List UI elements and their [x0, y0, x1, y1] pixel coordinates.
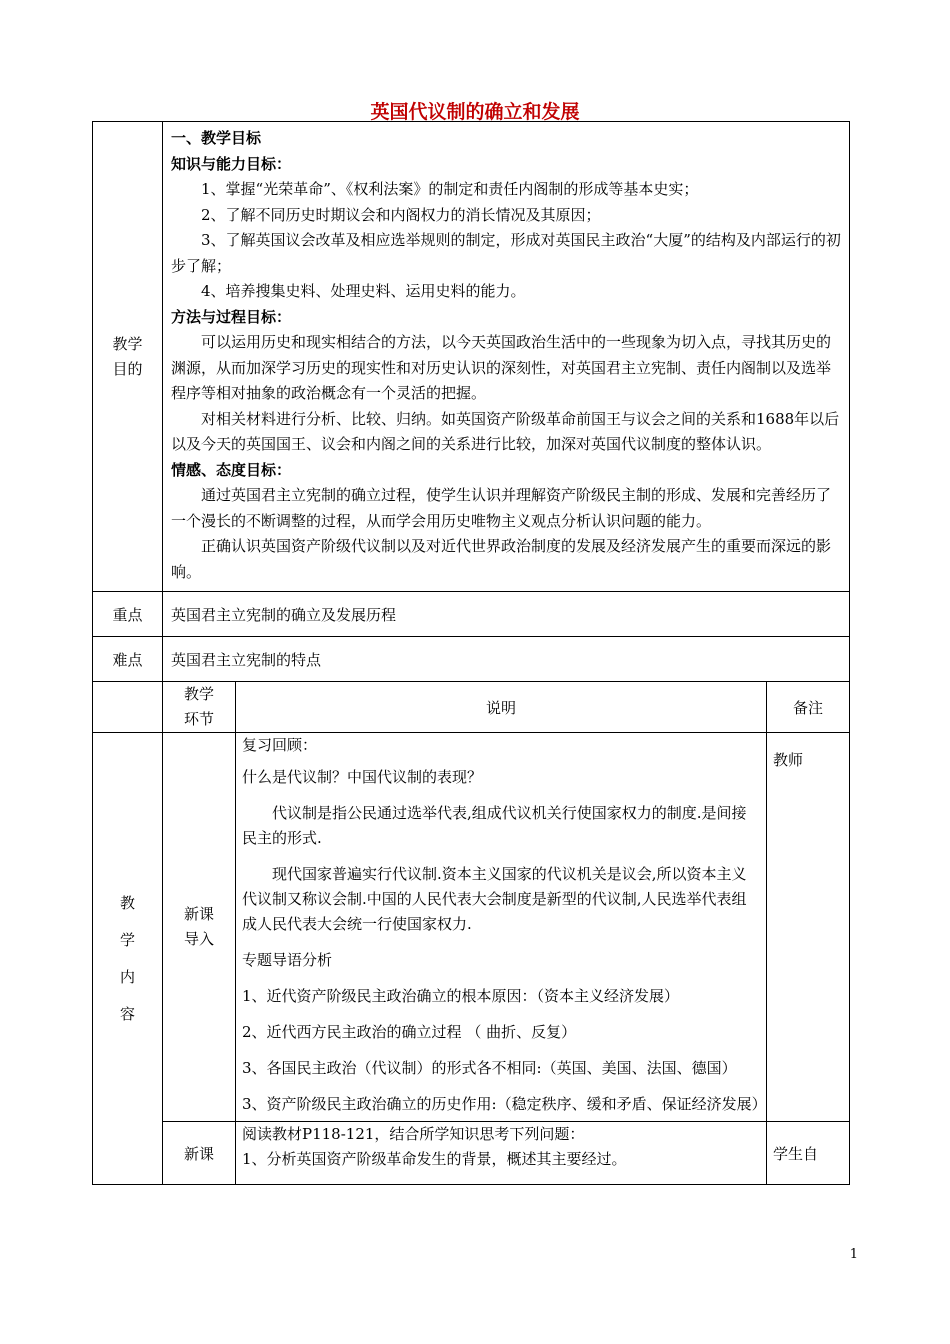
- key-point-label: 重点: [93, 592, 163, 637]
- objectives-heading: 一、教学目标: [171, 129, 262, 147]
- intro-paragraph: 专题导语分析: [242, 951, 333, 969]
- intro-stage-line2: 导入: [183, 930, 214, 948]
- intro-description: [236, 733, 767, 1122]
- knowledge-item: 2、了解不同历史时期议会和内阁权力的消长情况及其原因；: [201, 205, 601, 224]
- new-lesson-note: 学生自: [767, 1122, 850, 1185]
- knowledge-heading: 知识与能力目标：: [171, 154, 292, 173]
- method-heading: 方法与过程目标：: [171, 307, 292, 326]
- intro-row: [93, 733, 850, 1122]
- new-lesson-stage: 新课: [163, 1122, 236, 1185]
- page-number: 1: [849, 1247, 858, 1262]
- new-lesson-description: [236, 1122, 767, 1185]
- new-lesson-row: [93, 1122, 850, 1185]
- objectives-content: [163, 122, 850, 592]
- description-header: 说明: [236, 682, 767, 733]
- difficulty-label: 难点: [93, 637, 163, 682]
- page-title: 英国代议制的确立和发展: [370, 101, 580, 123]
- intro-paragraph: 3、资产阶级民主政治确立的历史作用:（稳定秩序、缓和矛盾、保证经济发展）: [242, 1095, 767, 1113]
- intro-note: 教师: [767, 733, 850, 1122]
- content-header-row: [93, 682, 850, 733]
- intro-paragraph: 什么是代议制？中国代议制的表现？: [242, 768, 483, 786]
- stage-header-line2: 环节: [183, 710, 214, 728]
- objectives-label-cell: [93, 122, 163, 592]
- difficulty-row: [93, 637, 850, 682]
- method-paragraph: 可以运用历史和现实相结合的方法，以今天英国政治生活中的一些现象为切入点，寻找其历史的渊源，从而加深学习历史的现实性和对历史认识的深刻性，对英国君主立宪制、责任内阁制以及选举程序等相对抽象的政治概念有一个灵活的把握。: [171, 333, 832, 402]
- objectives-label-line2: 目的: [112, 359, 143, 378]
- intro-paragraph: 2、近代西方民主政治的确立过程 （ 曲折、反复）: [242, 1023, 577, 1041]
- knowledge-item: 3、了解英国议会改革及相应选举规则的制定，形成对英国民主政治“大厦”的结构及内部运行的初步了解；: [171, 231, 841, 275]
- key-point-text: 英国君主立宪制的确立及发展历程: [163, 592, 850, 637]
- emotion-paragraph: 正确认识英国资产阶级代议制以及对近代世界政治制度的发展及经济发展产生的重要而深远的影响。: [171, 537, 832, 581]
- intro-paragraph: 1、近代资产阶级民主政治确立的根本原因：（资本主义经济发展）: [242, 987, 680, 1005]
- content-label: [93, 733, 163, 1185]
- content-header-blank: [93, 682, 163, 733]
- stage-header: [163, 682, 236, 733]
- new-lesson-paragraph: 阅读教材P118-121，结合所学知识思考下列问题：: [242, 1125, 585, 1143]
- emotion-heading: 情感、态度目标：: [171, 460, 292, 479]
- intro-stage-line1: 新课: [183, 905, 214, 923]
- intro-paragraph: 3、各国民主政治（代议制）的形式各不相同:（英国、美国、法国、德国）: [242, 1059, 737, 1077]
- lesson-plan-table: [92, 121, 850, 1185]
- knowledge-item: 4、培养搜集史料、处理史料、运用史料的能力。: [201, 282, 526, 300]
- method-paragraph: 对相关材料进行分析、比较、归纳。如英国资产阶级革命前国王与议会之间的关系和1688年以后以及今天的英国国王、议会和内阁之间的关系进行比较，加深对英国代议制度的整体认识。: [171, 409, 840, 453]
- key-point-row: [93, 592, 850, 637]
- difficulty-text: 英国君主立宪制的特点: [163, 637, 850, 682]
- content-label-char: 内: [119, 967, 135, 986]
- intro-paragraph: 复习回顾：: [242, 736, 318, 754]
- knowledge-item: 1、掌握“光荣革命”、《权利法案》的制定和责任内阁制的形成等基本史实；: [201, 180, 699, 198]
- note-header: 备注: [767, 682, 850, 733]
- objectives-label-line1: 教学: [112, 334, 143, 353]
- intro-paragraph: 代议制是指公民通过选举代表,组成代议机关行使国家权力的制度.是间接民主的形式.: [242, 804, 747, 847]
- emotion-paragraph: 通过英国君主立宪制的确立过程，使学生认识并理解资产阶级民主制的形成、发展和完善经历了一个漫长的不断调整的过程，从而学会用历史唯物主义观点分析认识问题的能力。: [171, 486, 832, 530]
- intro-paragraph: 现代国家普遍实行代议制.资本主义国家的代议机关是议会,所以资本主义代议制又称议会制.中国的人民代表大会制度是新型的代议制,人民选举代表组成人民代表大会统一行使国家权力.: [242, 865, 747, 933]
- content-label-char: 学: [119, 930, 135, 949]
- intro-stage: [163, 733, 236, 1122]
- stage-header-line1: 教学: [183, 685, 214, 703]
- content-label-char: 容: [119, 1004, 135, 1023]
- objectives-row: [93, 122, 850, 592]
- content-label-char: 教: [119, 893, 135, 912]
- new-lesson-paragraph: 1、分析英国资产阶级革命发生的背景，概述其主要经过。: [242, 1150, 627, 1168]
